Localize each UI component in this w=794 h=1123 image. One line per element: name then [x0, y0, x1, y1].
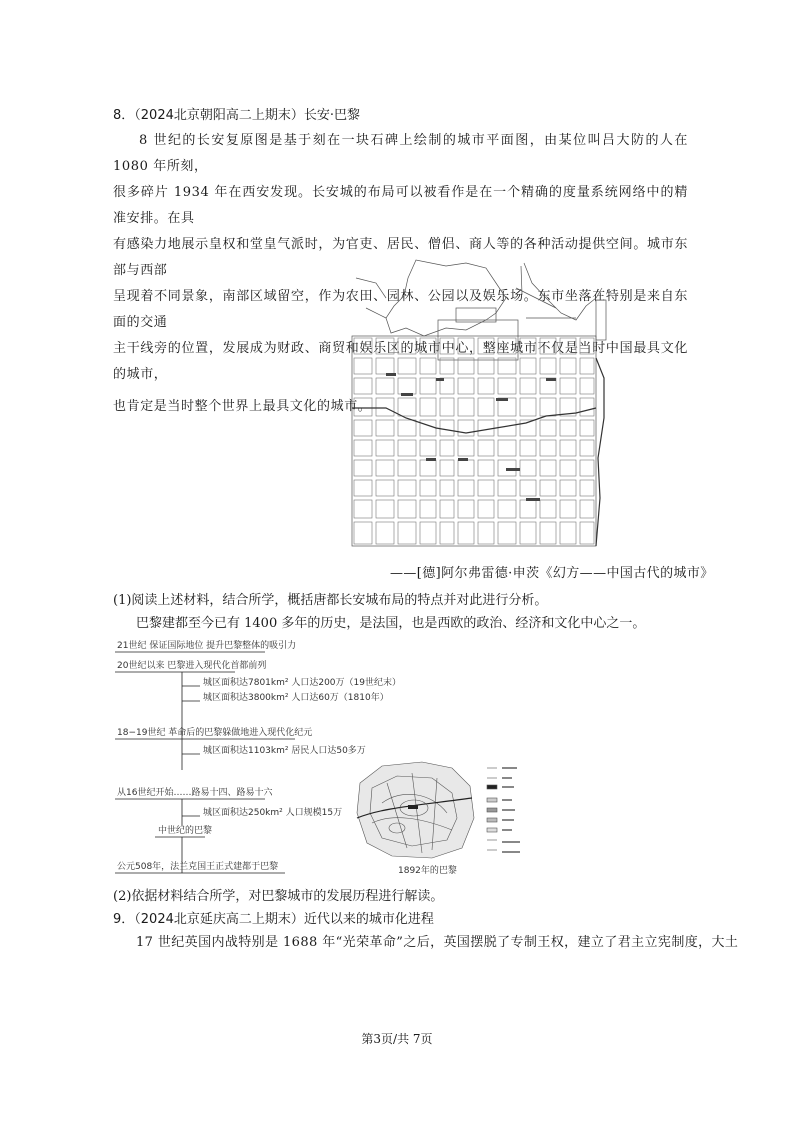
- changan-map: [346, 258, 610, 550]
- changan-ward-block: [498, 378, 516, 394]
- changan-ward-block: [580, 378, 594, 394]
- changan-ward-block: [478, 460, 494, 476]
- q8-para-line-3: 有感染力地展示皇权和堂皇气派时，为官吏、居民、僧侣、商人等的各种活动提供空间。城市东部与西部: [113, 237, 688, 278]
- changan-ward-block: [354, 500, 372, 518]
- changan-ward-block: [520, 378, 536, 394]
- changan-ward-block: [478, 420, 494, 436]
- changan-ward-block: [420, 460, 436, 476]
- changan-ward-block: [478, 378, 494, 394]
- changan-ward-block: [376, 338, 394, 354]
- timeline-area-3800: 城区面积达3800km² 人口达60万（1810年）: [203, 693, 389, 703]
- changan-ward-block: [458, 522, 474, 544]
- changan-ward-block: [440, 420, 454, 436]
- changan-ward-block: [580, 480, 594, 496]
- changan-ward-block: [398, 338, 416, 354]
- changan-ward-block: [580, 460, 594, 476]
- timeline-16c: 从16世纪开始……路易十四、路易十六: [117, 788, 273, 798]
- changan-ward-block: [354, 358, 372, 374]
- timeline-area-250: 城区面积达250km² 人口规模15万: [203, 808, 343, 818]
- changan-ward-block: [580, 440, 594, 456]
- changan-ward-block: [440, 440, 454, 456]
- changan-ward-block: [440, 398, 454, 416]
- changan-ward-block: [398, 358, 416, 374]
- changan-ward-block: [376, 522, 394, 544]
- q9-title: 9．（2024北京延庆高二上期末）近代以来的城市化进程: [113, 912, 434, 927]
- q8-para-line-2: 很多碎片 1934 年在西安发现。长安城的布局可以被看作是在一个精确的度量系统网络中的精准安排。在具: [113, 185, 688, 226]
- changan-ward-block: [520, 398, 536, 416]
- changan-ward-block: [560, 522, 576, 544]
- changan-ward-block: [376, 420, 394, 436]
- changan-ward-block: [580, 398, 594, 416]
- changan-ward-block: [520, 440, 536, 456]
- changan-ward-block: [354, 398, 372, 416]
- changan-ward-block: [354, 460, 372, 476]
- page-footer: 第3页/共 7页: [361, 1032, 433, 1046]
- changan-ward-block: [580, 358, 594, 374]
- changan-ward-block: [354, 480, 372, 496]
- q8-para-line-1: 8 世纪的长安复原图是基于刻在一块石碑上绘制的城市平面图，由某位叫吕大防的人在 1080 年所刻，: [113, 133, 688, 174]
- changan-ward-block: [458, 460, 474, 476]
- changan-ward-block: [478, 338, 494, 354]
- changan-ward-block: [498, 358, 516, 374]
- changan-ward-block: [498, 420, 516, 436]
- changan-ward-block: [540, 358, 556, 374]
- changan-ward-block: [478, 440, 494, 456]
- timeline-area-1103: 城区面积达1103km² 居民人口达50多万: [203, 746, 366, 756]
- q8-title: 8．（2024北京朝阳高二上期末）长安·巴黎: [113, 108, 360, 123]
- timeline-508: 公元508年，法兰克国王正式建都于巴黎: [117, 862, 279, 872]
- changan-ward-block: [458, 338, 474, 354]
- changan-ward-block: [376, 440, 394, 456]
- changan-ward-block: [478, 500, 494, 518]
- changan-ward-block: [440, 460, 454, 476]
- changan-ward-block: [440, 522, 454, 544]
- changan-ward-block: [354, 378, 372, 394]
- changan-ward-block: [376, 378, 394, 394]
- changan-ward-block: [354, 420, 372, 436]
- changan-ward-block: [398, 480, 416, 496]
- changan-ward-block: [520, 338, 536, 354]
- timeline-medieval: 中世纪的巴黎: [158, 826, 213, 836]
- changan-ward-block: [376, 500, 394, 518]
- paris-intro: 巴黎建都至今已有 1400 多年的历史，是法国，也是西欧的政治、经济和文化中心之一。: [136, 616, 646, 631]
- changan-ward-block: [540, 440, 556, 456]
- paris-1892-map: [352, 758, 532, 862]
- q9-paragraph: 17 世纪英国内战特别是 1688 年“光荣革命”之后，英国摆脱了专制王权，建立了君主立宪制度，大土: [136, 935, 739, 950]
- changan-ward-block: [560, 440, 576, 456]
- changan-ward-block: [398, 500, 416, 518]
- changan-ward-block: [420, 398, 436, 416]
- changan-ward-block: [376, 358, 394, 374]
- changan-ward-block: [498, 522, 516, 544]
- changan-ward-block: [520, 460, 536, 476]
- changan-ward-block: [420, 358, 436, 374]
- changan-ward-block: [580, 338, 594, 354]
- changan-ward-block: [458, 358, 474, 374]
- changan-ward-block: [498, 480, 516, 496]
- timeline-area-7801: 城区面积达7801km² 人口达200万（19世纪末）: [203, 678, 401, 688]
- changan-ward-block: [440, 500, 454, 518]
- changan-ward-block: [560, 358, 576, 374]
- changan-ward-block: [376, 460, 394, 476]
- changan-ward-block: [420, 338, 436, 354]
- changan-ward-block: [560, 420, 576, 436]
- changan-ward-block: [420, 378, 436, 394]
- q8-para-line-4: 呈现着不同景象，南部区域留空，作为农田、园林、公园以及娱乐场。东市坐落在特别是来自东面的交通: [113, 289, 688, 330]
- changan-ward-block: [520, 358, 536, 374]
- changan-ward-block: [398, 440, 416, 456]
- changan-ward-block: [478, 398, 494, 416]
- q8-para-line-5: 主干线旁的位置，发展成为财政、商贸和娱乐区的城市中心，整座城市不仅是当时中国最具文化的城市，: [113, 341, 688, 382]
- q8-para-end: 也肯定是当时整个世界上最具文化的城市。: [113, 399, 372, 414]
- changan-ward-block: [580, 500, 594, 518]
- changan-ward-block: [458, 378, 474, 394]
- changan-ward-block: [440, 338, 454, 354]
- q8-citation: ——[德]阿尔弗雷德·申茨《幻方——中国古代的城市》: [390, 566, 714, 581]
- changan-ward-block: [540, 480, 556, 496]
- changan-ward-block: [420, 522, 436, 544]
- changan-ward-block: [440, 480, 454, 496]
- changan-ward-block: [580, 420, 594, 436]
- timeline-lines: [115, 640, 315, 880]
- timeline-21c: 21世纪 保证国际地位 提升巴黎整体的吸引力: [117, 641, 297, 651]
- changan-ward-block: [540, 338, 556, 354]
- changan-ward-block: [420, 480, 436, 496]
- q8-sub-question-1: (1)阅读上述材料，结合所学，概括唐都长安城布局的特点并对此进行分析。: [113, 593, 548, 608]
- changan-ward-block: [458, 500, 474, 518]
- changan-ward-block: [520, 500, 536, 518]
- changan-ward-block: [398, 378, 416, 394]
- changan-ward-block: [520, 480, 536, 496]
- changan-ward-block: [458, 480, 474, 496]
- changan-ward-block: [560, 338, 576, 354]
- changan-ward-block: [354, 522, 372, 544]
- changan-ward-block: [376, 398, 394, 416]
- changan-ward-block: [498, 338, 516, 354]
- changan-ward-block: [478, 480, 494, 496]
- changan-ward-block: [458, 398, 474, 416]
- changan-ward-block: [420, 440, 436, 456]
- changan-ward-block: [458, 440, 474, 456]
- changan-ward-block: [560, 460, 576, 476]
- changan-ward-block: [540, 460, 556, 476]
- changan-ward-block: [398, 398, 416, 416]
- changan-ward-block: [560, 480, 576, 496]
- changan-ward-block: [540, 420, 556, 436]
- changan-ward-block: [398, 420, 416, 436]
- changan-ward-block: [420, 500, 436, 518]
- changan-ward-block: [560, 378, 576, 394]
- changan-ward-block: [478, 522, 494, 544]
- changan-ward-block: [498, 440, 516, 456]
- changan-ward-block: [354, 440, 372, 456]
- changan-ward-block: [440, 358, 454, 374]
- changan-ward-block: [398, 460, 416, 476]
- changan-ward-block: [540, 398, 556, 416]
- changan-ward-block: [354, 338, 372, 354]
- changan-ward-block: [376, 480, 394, 496]
- changan-ward-block: [498, 500, 516, 518]
- q8-sub-question-2: (2)依据材料结合所学，对巴黎城市的发展历程进行解读。: [113, 889, 444, 904]
- changan-ward-block: [478, 358, 494, 374]
- changan-ward-block: [540, 522, 556, 544]
- changan-ward-block: [540, 500, 556, 518]
- changan-ward-block: [398, 522, 416, 544]
- changan-ward-block: [520, 522, 536, 544]
- changan-ward-block: [560, 500, 576, 518]
- timeline-18-19c: 18−19世纪 革命后的巴黎躲做地进入现代化纪元: [117, 728, 313, 738]
- paris-map-caption: 1892年的巴黎: [398, 866, 457, 876]
- timeline-20c: 20世纪以来 巴黎进入现代化首都前列: [117, 661, 267, 671]
- changan-ward-block: [420, 420, 436, 436]
- changan-ward-block: [580, 522, 594, 544]
